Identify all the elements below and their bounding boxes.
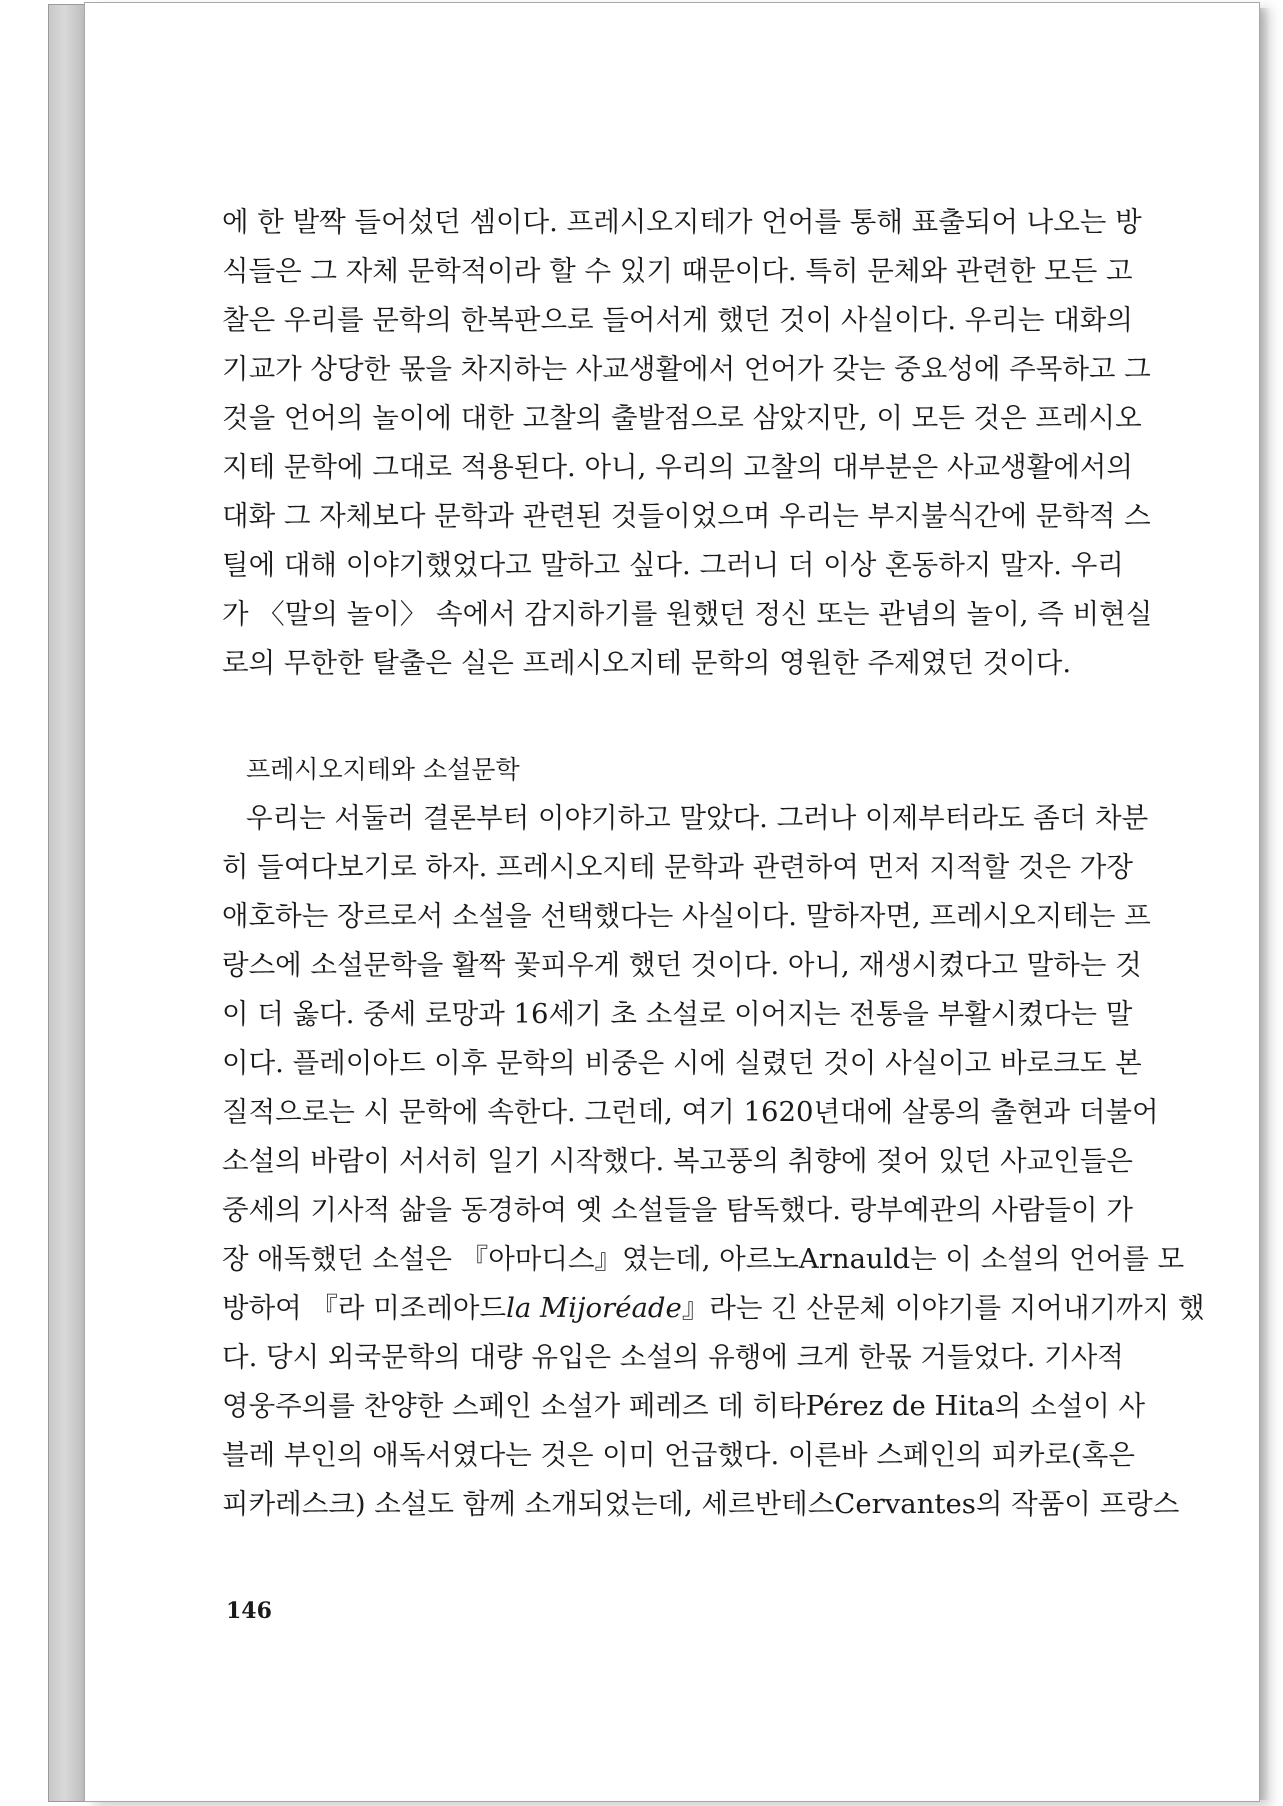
text-line: 지테 문학에 그대로 적용된다. 아니, 우리의 고찰의 대부분은 사교생활에서의 (222, 451, 1133, 483)
section-heading: 프레시오지테와 소설문학 (246, 755, 520, 784)
text-line: 블레 부인의 애독서였다는 것은 이미 언급했다. 이른바 스페인의 피카로(혹은 (222, 1439, 1135, 1471)
book-spine (48, 4, 84, 1802)
text-line: 랑스에 소설문학을 활짝 꽃피우게 했던 것이다. 아니, 재생시켰다고 말하는 것 (222, 949, 1142, 981)
text-line: 히 들여다보기로 하자. 프레시오지테 문학과 관련하여 먼저 지적할 것은 가장 (222, 851, 1133, 883)
text-line: 영웅주의를 찬양한 스페인 소설가 페레즈 데 히타Pérez de Hita의 소설이 사 (222, 1390, 1146, 1422)
text-line: 에 한 발짝 들어섰던 셈이다. 프레시오지테가 언어를 통해 표출되어 나오는 방 (222, 206, 1142, 238)
page-number: 146 (226, 1598, 272, 1624)
text-line: 기교가 상당한 몫을 차지하는 사교생활에서 언어가 갖는 중요성에 주목하고 그 (222, 353, 1151, 385)
text-line-italic (222, 1286, 1205, 1330)
text-line: 소설의 바람이 서서히 일기 시작했다. 복고풍의 취향에 젖어 있던 사교인들은 (222, 1145, 1133, 1177)
text-line: 애호하는 장르로서 소설을 선택했다는 사실이다. 말하자면, 프레시오지테는 프 (222, 900, 1151, 932)
text-line: 찰은 우리를 문학의 한복판으로 들어서게 했던 것이 사실이다. 우리는 대화의 (222, 304, 1133, 336)
text-line: 대화 그 자체보다 문학과 관련된 것들이었으며 우리는 부지불식간에 문학적 스 (222, 500, 1151, 532)
text-line: 장 애독했던 소설은 『아마디스』였는데, 아르노Arnauld는 이 소설의 언어를 모 (222, 1243, 1185, 1275)
text-line: 것을 언어의 놀이에 대한 고찰의 출발점으로 삼았지만, 이 모든 것은 프레시오 (222, 402, 1142, 434)
text-line: 다. 당시 외국문학의 대량 유입은 소설의 유행에 크게 한몫 거들었다. 기사적 (222, 1341, 1124, 1373)
text-line: 이다. 플레이아드 이후 문학의 비중은 시에 실렸던 것이 사실이고 바로크도 본 (222, 1047, 1142, 1079)
text-line: 질적으로는 시 문학에 속한다. 그런데, 여기 1620년대에 살롱의 출현과 더불어 (222, 1096, 1159, 1128)
text-line: 이 더 옳다. 중세 로망과 16세기 초 소설로 이어지는 전통을 부활시켰다는 말 (222, 998, 1133, 1030)
page-shadow (1260, 8, 1270, 1800)
text-line: 식들은 그 자체 문학적이라 할 수 있기 때문이다. 특히 문체와 관련한 모든 고 (222, 255, 1133, 287)
text-line: 가 〈말의 놀이〉 속에서 감지하기를 원했던 정신 또는 관념의 놀이, 즉 비현실 (222, 598, 1153, 630)
text-segment: 방하여 『라 미조레아드 (222, 1292, 507, 1324)
text-line: 중세의 기사적 삶을 동경하여 옛 소설들을 탐독했다. 랑부예관의 사람들이 가 (222, 1194, 1133, 1226)
text-line: 피카레스크) 소설도 함께 소개되었는데, 세르반테스Cervantes의 작품이 프랑스 (222, 1488, 1180, 1520)
text-line: 우리는 서둘러 결론부터 이야기하고 말았다. 그러나 이제부터라도 좀더 차분 (246, 802, 1149, 834)
text-line: 로의 무한한 탈출은 실은 프레시오지테 문학의 영원한 주제였던 것이다. (222, 647, 1072, 679)
text-segment: 』라는 긴 산문체 이야기를 지어내기까지 했 (681, 1292, 1205, 1324)
italic-title: la Mijoréade (506, 1292, 682, 1324)
text-line: 틸에 대해 이야기했었다고 말하고 싶다. 그러니 더 이상 혼동하지 말자. 우리 (222, 549, 1124, 581)
